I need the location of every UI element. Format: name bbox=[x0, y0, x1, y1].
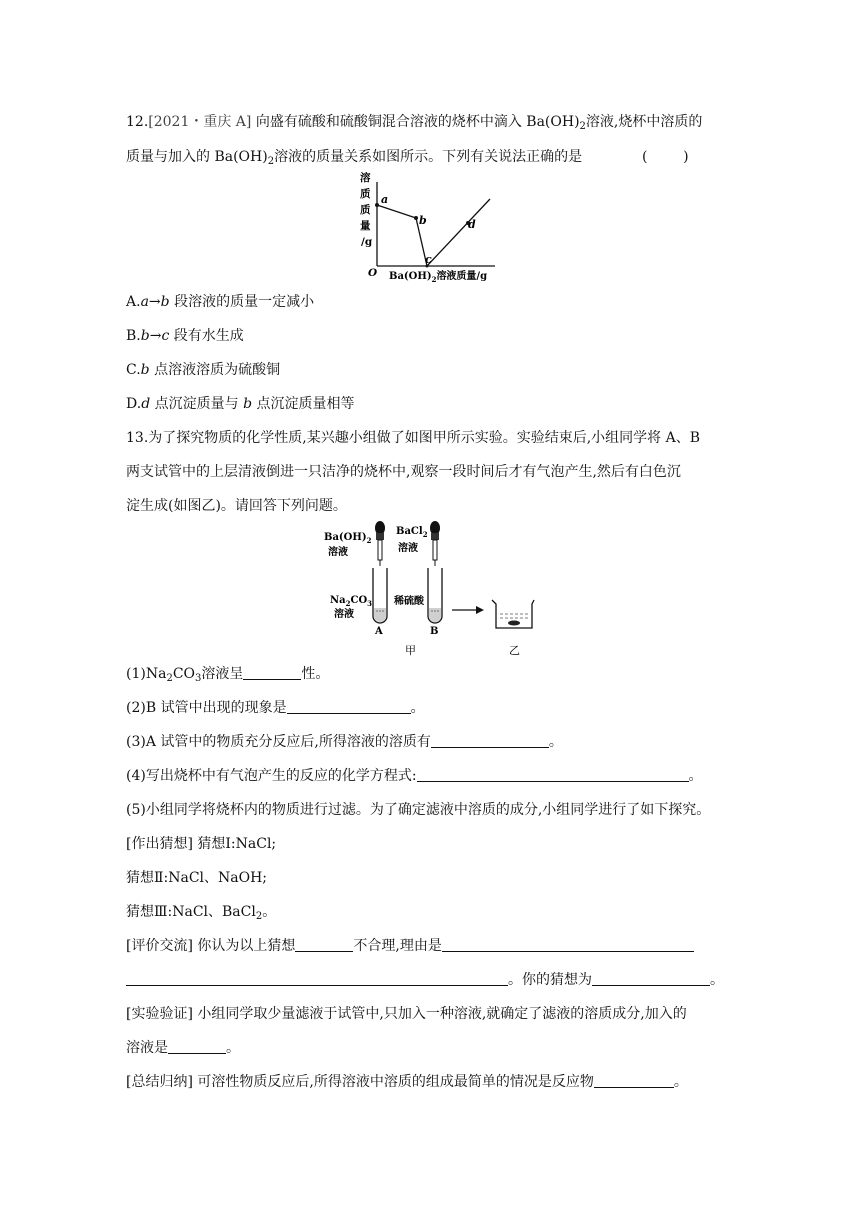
dropper-a bbox=[375, 521, 385, 566]
evaluation-line-1: [评价交流] 你认为以上猜想 不合理,理由是 bbox=[126, 936, 694, 956]
point-a bbox=[375, 203, 379, 207]
origin-label: O bbox=[368, 267, 378, 279]
q13-line2: 两支试管中的上层清液倒进一只洁净的烧杯中,观察一段时间后才有气泡产生,然后有白色沉 bbox=[126, 464, 681, 480]
option-c[interactable]: C.b 点溶液溶质为硫酸铜 bbox=[126, 362, 281, 378]
tube-a-label: $Na_2CO_3$ bbox=[330, 595, 373, 608]
tube-a-label-2: 溶液 bbox=[334, 609, 354, 620]
label-a: a bbox=[381, 193, 389, 206]
q12-number: 12. bbox=[126, 114, 149, 130]
answer-blank-solution[interactable] bbox=[168, 1039, 226, 1054]
answer-bracket[interactable]: ( ) bbox=[642, 149, 689, 165]
q12-line1: 12.[2021・重庆 A] 向盛有硫酸和硫酸铜混合溶液的烧杯中滴入 $Ba(OH)_2$溶液,烧杯中溶质的 bbox=[126, 114, 703, 132]
option-b[interactable]: B.b→c 段有水生成 bbox=[126, 328, 244, 344]
guess-2: 猜想Ⅱ:NaCl、NaOH; bbox=[126, 870, 268, 886]
svg-text:量: 量 bbox=[360, 220, 371, 232]
dropper-b bbox=[430, 521, 440, 566]
dropper-b-label-2: 溶液 bbox=[398, 543, 418, 554]
q13-line3: 淀生成(如图乙)。请回答下列问题。 bbox=[126, 498, 347, 514]
answer-blank-guess[interactable] bbox=[295, 937, 353, 952]
q12-stem-1: 向盛有硫酸和硫酸铜混合溶液的烧杯中滴入 Ba(OH) bbox=[255, 114, 580, 130]
label-c: c bbox=[425, 253, 432, 266]
evaluation-line-2: 。你的猜想为 。 bbox=[126, 970, 724, 990]
experiment-line-2: 溶液是 。 bbox=[126, 1040, 240, 1056]
tube-b-letter: B bbox=[430, 626, 439, 637]
tube-b-label: 稀硫酸 bbox=[394, 596, 424, 607]
svg-text:溶: 溶 bbox=[360, 172, 371, 184]
y-axis-label bbox=[360, 171, 373, 248]
exp-heading: [实验验证] bbox=[126, 1006, 193, 1022]
eval-heading: [评价交流] bbox=[126, 938, 193, 954]
test-tube-b bbox=[428, 568, 442, 623]
answer-blank-3[interactable] bbox=[431, 733, 549, 748]
guess-3: 猜想Ⅲ:NaCl、BaCl$_2$。 bbox=[126, 904, 277, 922]
caption-jia: 甲 bbox=[405, 644, 416, 657]
experiment-line-1: [实验验证] 小组同学取少量滤液于试管中,只加入一种溶液,就确定了滤液的溶质成分,加入的 bbox=[126, 1006, 687, 1022]
svg-text:质: 质 bbox=[360, 204, 371, 216]
q12-stem-2: 质量与加入的 Ba(OH) bbox=[126, 149, 268, 165]
answer-blank-my-guess[interactable] bbox=[592, 971, 710, 986]
option-d[interactable]: D.d 点沉淀质量与 b 点沉淀质量相等 bbox=[126, 396, 355, 412]
answer-blank-reason-cont[interactable] bbox=[126, 971, 508, 986]
answer-blank-4[interactable] bbox=[417, 767, 689, 782]
sub-question-5: (5)小组同学将烧杯内的物质进行过滤。为了确定滤液中溶质的成分,小组同学进行了如下探究。 bbox=[126, 802, 711, 818]
answer-blank-reason[interactable] bbox=[442, 937, 694, 952]
label-d: d bbox=[468, 218, 476, 231]
q12-source-tag: [2021・重庆 A] bbox=[148, 114, 252, 130]
dropper-a-label: $Ba(OH)_2$ bbox=[324, 532, 372, 545]
dropper-b-label: BaCl$_2$ bbox=[396, 526, 428, 539]
point-b bbox=[414, 216, 418, 220]
test-tube-a bbox=[373, 568, 387, 623]
caption-yi: 乙 bbox=[509, 644, 520, 657]
sub-question-2: (2)B 试管中出现的现象是 。 bbox=[126, 700, 425, 716]
x-axis-label: $Ba(OH)_2$溶液质量/g bbox=[389, 271, 488, 284]
summary-heading: [总结归纳] bbox=[126, 1074, 193, 1090]
guess-section: [作出猜想] 猜想Ⅰ:NaCl; bbox=[126, 836, 277, 852]
q13-figure bbox=[320, 518, 560, 660]
sub-question-1: $(1)Na_2CO_3$溶液呈 性。 bbox=[126, 666, 330, 684]
curve-line bbox=[377, 199, 490, 266]
q12-graph bbox=[355, 168, 505, 284]
dropper-a-label-2: 溶液 bbox=[328, 547, 348, 558]
beaker bbox=[492, 600, 534, 628]
sub-question-3: (3)A 试管中的物质充分反应后,所得溶液的溶质有 。 bbox=[126, 734, 563, 750]
option-a[interactable]: A.a→b 段溶液的质量一定减小 bbox=[126, 294, 315, 310]
arrow-icon bbox=[452, 606, 484, 614]
q12-line2: 质量与加入的 $Ba(OH)_2$溶液的质量关系如图所示。下列有关说法正确的是 bbox=[126, 149, 583, 167]
answer-blank-summary[interactable] bbox=[594, 1073, 674, 1088]
summary-line: [总结归纳] 可溶性物质反应后,所得溶液中溶质的组成最简单的情况是反应物 。 bbox=[126, 1074, 688, 1090]
q13-line1: 13.为了探究物质的化学性质,某兴趣小组做了如图甲所示实验。实验结束后,小组同学将 A、B bbox=[126, 430, 701, 446]
tube-a-letter: A bbox=[375, 626, 383, 637]
guess-heading: [作出猜想] bbox=[126, 836, 193, 852]
answer-blank-1[interactable] bbox=[243, 665, 301, 680]
svg-text:质: 质 bbox=[360, 188, 371, 200]
svg-text:/g: /g bbox=[361, 236, 373, 248]
label-b: b bbox=[419, 214, 427, 227]
sub-question-4: (4)写出烧杯中有气泡产生的反应的化学方程式: 。 bbox=[126, 768, 703, 784]
answer-blank-2[interactable] bbox=[287, 699, 411, 714]
